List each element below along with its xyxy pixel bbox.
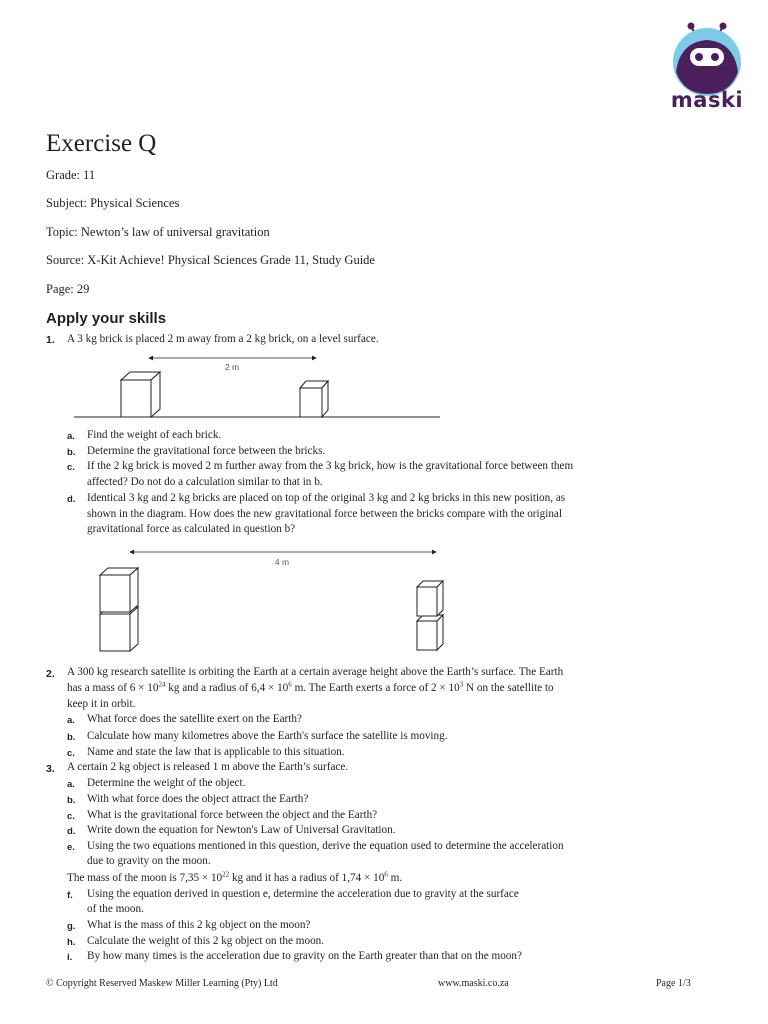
q3c-text: What is the gravitational force between the object and the Earth? bbox=[87, 809, 378, 821]
brick-3kg bbox=[121, 372, 160, 417]
q3i-text: By how many times is the acceleration due to gravity on the Earth greater than that on the moon? bbox=[87, 950, 522, 962]
q1a-label: a. bbox=[67, 431, 75, 442]
q1d-line2: shown in the diagram. How does the new gravitational force between the bricks compare with the original bbox=[87, 508, 563, 520]
source: Source: X-Kit Achieve! Physical Sciences Grade 11, Study Guide bbox=[46, 253, 375, 267]
q3d-text: Write down the equation for Newton's Law of Universal Gravitation. bbox=[87, 824, 396, 836]
stack-2kg bbox=[417, 581, 443, 650]
q1c-line2: affected? Do not do a calculation similar to that in b. bbox=[87, 476, 323, 488]
q2b-label: b. bbox=[67, 732, 76, 743]
q3g-label: g. bbox=[67, 921, 76, 932]
q1-number: 1. bbox=[46, 334, 55, 346]
grade: Grade: 11 bbox=[46, 168, 96, 182]
q2c-text: Name and state the law that is applicable to this situation. bbox=[87, 746, 345, 758]
distance-label-4m: 4 m bbox=[274, 557, 290, 567]
q3a-label: a. bbox=[67, 779, 75, 790]
q3-number: 3. bbox=[46, 763, 55, 775]
q2a-text: What force does the satellite exert on the Earth? bbox=[87, 713, 302, 725]
q1a-text: Find the weight of each brick. bbox=[87, 429, 222, 441]
q1d-label: d. bbox=[67, 494, 76, 505]
q3f-line1: Using the equation derived in question e, determine the acceleration due to gravity at the surface bbox=[87, 888, 519, 900]
q3i-label: i. bbox=[67, 952, 73, 963]
q3c-label: c. bbox=[67, 811, 75, 822]
q3e-line2: due to gravity on the moon. bbox=[87, 855, 211, 867]
q1c-line1: If the 2 kg brick is moved 2 m further away from the 3 kg brick, how is the gravitational force between them bbox=[87, 460, 574, 472]
q1-text: A 3 kg brick is placed 2 m away from a 2 kg brick, on a level surface. bbox=[67, 333, 379, 345]
q3e-label: e. bbox=[67, 842, 75, 853]
q2b-text: Calculate how many kilometres above the Earth's surface the satellite is moving. bbox=[87, 730, 448, 742]
q1b-text: Determine the gravitational force between the bricks. bbox=[87, 445, 326, 457]
stack-3kg bbox=[100, 568, 138, 651]
q3b-text: With what force does the object attract the Earth? bbox=[87, 793, 309, 805]
q3f-line2: of the moon. bbox=[87, 903, 144, 915]
q3e-line1: Using the two equations mentioned in this question, derive the equation used to determine the acceleration bbox=[87, 840, 564, 852]
maski-wordmark: maski bbox=[670, 88, 744, 112]
page-title: Exercise Q bbox=[46, 130, 157, 157]
q2-line2: has a mass of $6 \times 10^{24}$ kg and a radius of $6,4 \times 10^6$ m. The Earth exerts a force of $2 \times 10^3$ N on the satellite to bbox=[67, 680, 554, 694]
q3f-label: f. bbox=[67, 890, 73, 901]
q2-line1: A 300 kg research satellite is orbiting the Earth at a certain average height above the Earth’s surface. The Earth bbox=[67, 666, 564, 678]
diagram-stacked-bricks-4m bbox=[90, 544, 450, 656]
q2a-label: a. bbox=[67, 715, 75, 726]
q3-text: A certain 2 kg object is released 1 m above the Earth’s surface. bbox=[67, 761, 349, 773]
page-number: Page: 29 bbox=[46, 282, 90, 296]
q1d-line3: gravitational force as calculated in question b? bbox=[87, 523, 296, 535]
q1c-label: c. bbox=[67, 462, 75, 473]
q1b-label: b. bbox=[67, 447, 76, 458]
q3a-text: Determine the weight of the object. bbox=[87, 777, 246, 789]
q2-number: 2. bbox=[46, 668, 55, 680]
brick-2kg bbox=[300, 381, 328, 417]
topic: Topic: Newton’s law of universal gravitation bbox=[46, 225, 270, 239]
distance-label: 2 m bbox=[224, 362, 240, 372]
section-heading: Apply your skills bbox=[46, 310, 167, 327]
subject: Subject: Physical Sciences bbox=[46, 196, 180, 210]
q3h-label: h. bbox=[67, 937, 76, 948]
q3g-text: What is the mass of this 2 kg object on the moon? bbox=[87, 919, 311, 931]
q3d-label: d. bbox=[67, 826, 76, 837]
q2c-label: c. bbox=[67, 748, 75, 759]
footer-website[interactable]: www.maski.co.za bbox=[438, 978, 509, 989]
footer-page: Page 1/3 bbox=[656, 978, 691, 989]
q3b-label: b. bbox=[67, 795, 76, 806]
q1d-line1: Identical 3 kg and 2 kg bricks are placed on top of the original 3 kg and 2 kg bricks in this new position, as bbox=[87, 492, 566, 504]
footer-copyright: © Copyright Reserved Maskew Miller Learning (Pty) Ltd bbox=[46, 978, 278, 989]
q3h-text: Calculate the weight of this 2 kg object on the moon. bbox=[87, 935, 325, 947]
moon-data: The mass of the moon is $7,35 \times 10^{22}$ kg and it has a radius of $1,74 \times 10^6$ m. bbox=[67, 870, 403, 884]
q2-line3: keep it in orbit. bbox=[67, 698, 136, 710]
diagram-bricks-2m bbox=[70, 350, 450, 422]
